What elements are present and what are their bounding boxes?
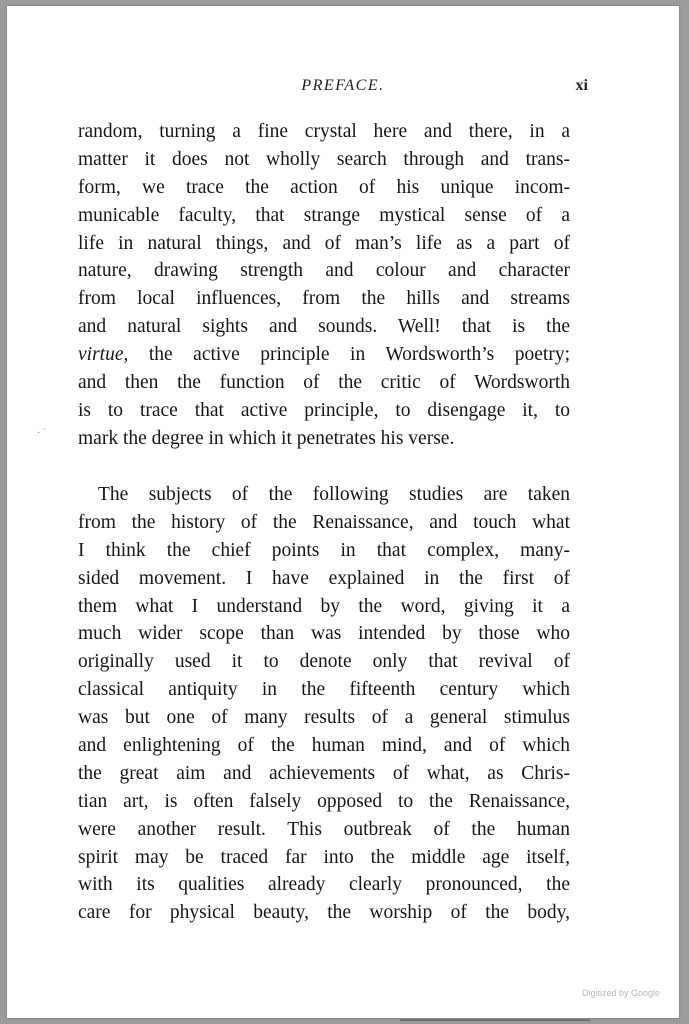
text-line: and natural sights and sounds. Well! that is the <box>78 316 570 338</box>
text-line: I think the chief points in that complex, many- <box>78 539 570 561</box>
text-line: spirit may be traced far into the middle age itself, <box>78 846 570 868</box>
scan-speck: · ` <box>37 428 47 439</box>
digitization-watermark: Digitized by Google <box>581 988 660 998</box>
text-line: matter it does not wholly search through and trans- <box>78 148 570 170</box>
page-number: xi <box>575 77 588 94</box>
running-title: PREFACE. <box>301 77 385 94</box>
text-line: care for physical beauty, the worship of the body, <box>78 902 570 924</box>
text-line: classical antiquity in the fifteenth century which <box>78 679 570 701</box>
text-line: them what I understand by the word, giving it a <box>78 595 570 617</box>
text-line: originally used it to denote only that revival of <box>78 651 570 673</box>
running-head <box>7 77 679 99</box>
text-line: with its qualities already clearly pronounced, the <box>78 874 570 896</box>
text-line: and enlightening of the human mind, and of which <box>78 735 570 757</box>
text-line: the great aim and achievements of what, as Chris- <box>78 762 570 784</box>
text-line: is to trace that active principle, to disengage it, to <box>78 399 570 421</box>
paragraph-1 <box>78 118 570 453</box>
book-page <box>7 6 679 1018</box>
text-line: much wider scope than was intended by those who <box>78 623 570 645</box>
line-remainder: , the active principle in Wordsworth’s poetry; <box>123 344 570 366</box>
scan-edge-line <box>400 1019 590 1021</box>
text-line: form, we trace the action of his unique incom- <box>78 176 570 198</box>
text-line: were another result. This outbreak of the human <box>78 818 570 840</box>
text-line: sided movement. I have explained in the first of <box>78 567 570 589</box>
text-line-mixed <box>78 341 570 369</box>
text-line: The subjects of the following studies are taken <box>98 484 570 505</box>
text-line: random, turning a fine crystal here and there, in a <box>78 121 570 142</box>
text-line: mark the degree in which it penetrates his verse. <box>78 427 455 449</box>
text-line: and then the function of the critic of Wordsworth <box>78 372 570 394</box>
italic-word: virtue <box>78 344 124 366</box>
text-line: from local influences, from the hills and streams <box>78 288 570 310</box>
text-line: tian art, is often falsely opposed to the Renaissance, <box>78 790 570 812</box>
text-line: municable faculty, that strange mystical sense of a <box>78 204 570 226</box>
text-line: from the history of the Renaissance, and touch what <box>78 511 570 533</box>
text-line: was but one of many results of a general stimulus <box>78 707 570 729</box>
paragraph-2 <box>78 481 570 927</box>
text-line: life in natural things, and of man’s life as a part of <box>78 232 570 254</box>
text-line: nature, drawing strength and colour and character <box>78 260 570 282</box>
